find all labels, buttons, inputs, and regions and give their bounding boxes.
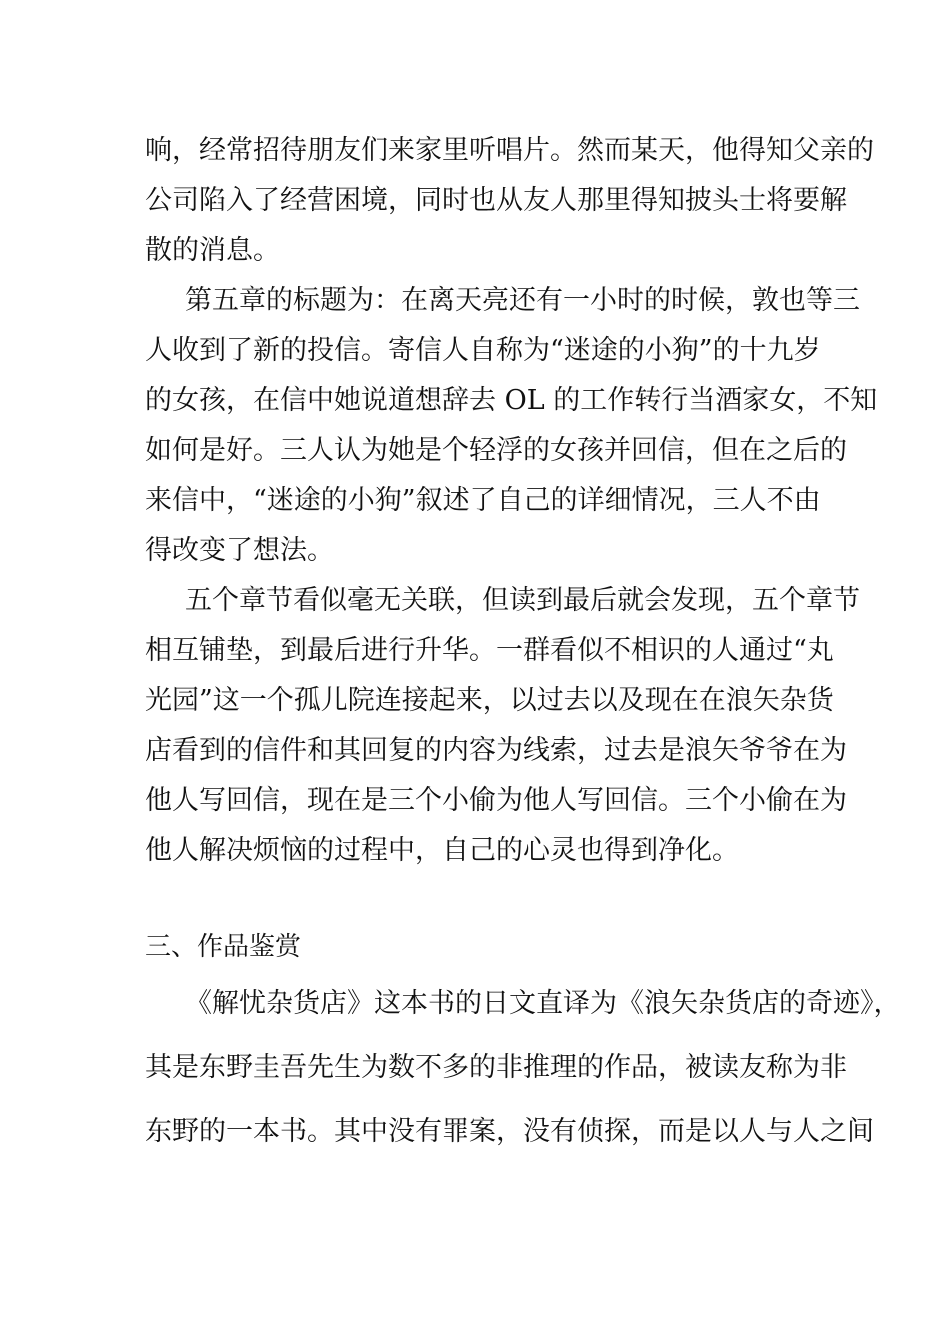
text-line: 《解忧杂货店》这本书的日文直译为《浪矢杂货店的奇迹》， (185, 988, 901, 1019)
text-line: 五个章节看似毫无关联，但读到最后就会发现，五个章节 (185, 585, 860, 616)
body-text (145, 126, 878, 876)
text-line: 他人解决烦恼的过程中，自己的心灵也得到净化。 (145, 835, 739, 866)
text-line: 相互铺垫，到最后进行升华。一群看似不相识的人通过“丸 (145, 635, 834, 666)
section-body-text (145, 972, 901, 1164)
text-line: 来信中，“迷途的小狗”叙述了自己的详细情况，三人不由 (145, 485, 821, 516)
text-line: 他人写回信，现在是三个小偷为他人写回信。三个小偷在为 (145, 785, 847, 816)
text-line: 店看到的信件和其回复的内容为线索，过去是浪矢爷爷在为 (145, 735, 847, 766)
text-line: 如何是好。三人认为她是个轻浮的女孩并回信，但在之后的 (145, 435, 847, 466)
text-line: 东野的一本书。其中没有罪案，没有侦探，而是以人与人之间 (145, 1116, 874, 1147)
text-line: 公司陷入了经营困境，同时也从友人那里得知披头士将要解 (145, 185, 847, 216)
text-line: 人收到了新的投信。寄信人自称为“迷途的小狗”的十九岁 (145, 335, 821, 366)
text-line: 响，经常招待朋友们来家里听唱片。然而某天，他得知父亲的 (145, 135, 874, 166)
text-line: 散的消息。 (145, 235, 280, 266)
text-line: 得改变了想法。 (145, 535, 334, 566)
text-line: 光园”这一个孤儿院连接起来，以过去以及现在在浪矢杂货 (145, 685, 834, 716)
text-line: 的女孩，在信中她说道想辞去 OL 的工作转行当酒家女，不知 (145, 385, 878, 416)
section-heading: 三、作品鉴赏 (145, 932, 302, 962)
text-line: 第五章的标题为：在离天亮还有一小时的时候，敦也等三 (185, 285, 860, 316)
text-line: 其是东野圭吾先生为数不多的非推理的作品，被读友称为非 (145, 1052, 847, 1083)
